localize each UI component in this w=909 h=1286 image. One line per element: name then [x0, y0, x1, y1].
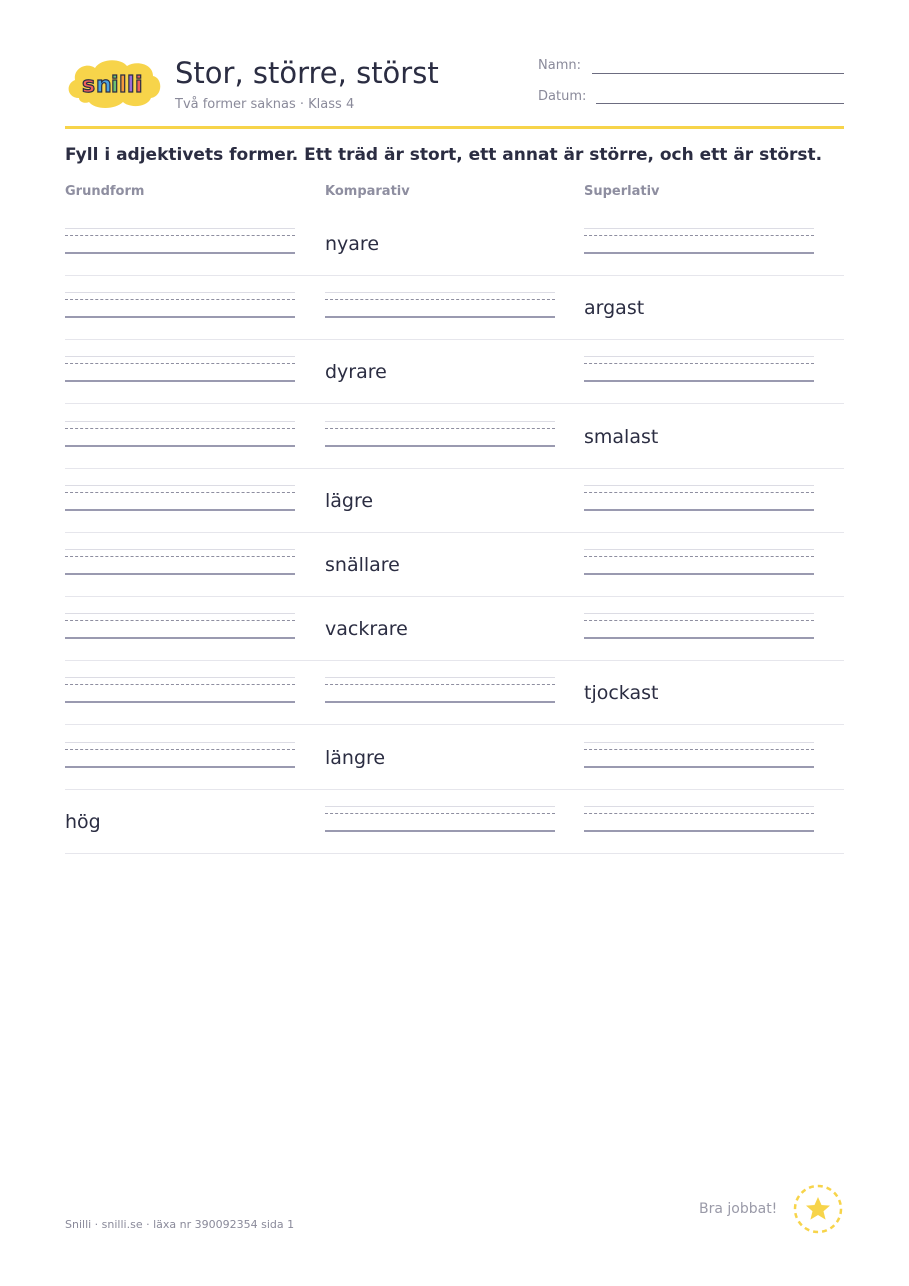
cell-komparativ [325, 596, 565, 660]
writing-guide-line [65, 356, 295, 357]
answer-blank[interactable] [65, 292, 295, 318]
writing-guide-line [584, 830, 814, 832]
writing-guide-line [325, 428, 555, 429]
writing-guide-line [584, 252, 814, 254]
cell-komparativ [325, 211, 565, 275]
writing-guide-line [325, 299, 555, 300]
writing-guide-line [325, 684, 555, 685]
writing-guide-line [65, 637, 295, 639]
answer-blank[interactable] [584, 549, 814, 575]
writing-guide-line [584, 363, 814, 364]
column-header-superlativ: Superlativ [584, 184, 660, 199]
footer-info: Snilli · snilli.se · läxa nr 390092354 sida 1 [65, 1218, 295, 1231]
cell-komparativ [325, 725, 565, 789]
answer-blank[interactable] [584, 228, 814, 254]
svg-text:n: n [96, 73, 112, 98]
cell-superlativ [584, 789, 824, 853]
writing-guide-line [325, 445, 555, 447]
answer-blank[interactable] [325, 806, 555, 832]
table-row [65, 725, 844, 790]
cell-grundform [65, 275, 305, 339]
writing-guide-line [65, 620, 295, 621]
given-word: vackrare [325, 618, 408, 641]
writing-guide-line [65, 556, 295, 557]
table-row [65, 468, 844, 533]
cell-superlativ [584, 532, 824, 596]
writing-guide-line [65, 573, 295, 575]
cell-superlativ [584, 339, 824, 403]
given-word: dyrare [325, 361, 387, 384]
answer-blank[interactable] [325, 421, 555, 447]
date-field[interactable] [596, 103, 844, 104]
given-word: smalast [584, 425, 659, 448]
cell-grundform [65, 596, 305, 660]
cell-grundform [65, 339, 305, 403]
answer-blank[interactable] [65, 549, 295, 575]
writing-guide-line [325, 292, 555, 293]
answer-blank[interactable] [584, 806, 814, 832]
star-icon [792, 1183, 844, 1235]
writing-guide-line [65, 235, 295, 236]
given-word: snällare [325, 554, 400, 576]
writing-guide-line [65, 549, 295, 550]
answer-blank[interactable] [584, 742, 814, 768]
cell-komparativ [325, 275, 565, 339]
answer-blank[interactable] [65, 228, 295, 254]
cell-grundform [65, 725, 305, 789]
writing-guide-line [65, 228, 295, 229]
writing-guide-line [584, 806, 814, 807]
page-title: Stor, större, störst [175, 56, 439, 90]
writing-guide-line [325, 677, 555, 678]
column-header-komparativ: Komparativ [325, 184, 410, 199]
writing-guide-line [65, 421, 295, 422]
writing-guide-line [325, 421, 555, 422]
writing-guide-line [65, 509, 295, 511]
writing-guide-line [584, 228, 814, 229]
svg-text:s: s [82, 73, 96, 98]
table-row [65, 339, 844, 404]
answer-blank[interactable] [65, 421, 295, 447]
cell-superlativ [584, 596, 824, 660]
table-row [65, 660, 844, 725]
writing-guide-line [584, 509, 814, 511]
cell-grundform [65, 211, 305, 275]
writing-guide-line [584, 637, 814, 639]
writing-guide-line [325, 701, 555, 703]
worksheet-header [65, 52, 844, 130]
writing-guide-line [584, 749, 814, 750]
writing-guide-line [65, 485, 295, 486]
writing-guide-line [584, 485, 814, 486]
footer-praise: Bra jobbat! [699, 1201, 778, 1217]
writing-guide-line [584, 235, 814, 236]
writing-guide-line [584, 766, 814, 768]
table-row [65, 596, 844, 661]
table-row [65, 532, 844, 597]
answer-blank[interactable] [65, 613, 295, 639]
answer-blank[interactable] [584, 485, 814, 511]
cell-superlativ [584, 725, 824, 789]
writing-guide-line [584, 613, 814, 614]
name-field[interactable] [592, 73, 844, 74]
cell-grundform [65, 468, 305, 532]
cell-komparativ [325, 339, 565, 403]
answer-blank[interactable] [65, 485, 295, 511]
header-divider [65, 126, 844, 129]
svg-text:i: i [135, 73, 143, 98]
given-word: argast [584, 297, 645, 320]
answer-blank[interactable] [325, 677, 555, 703]
writing-guide-line [65, 677, 295, 678]
writing-guide-line [65, 749, 295, 750]
cell-superlativ [584, 211, 824, 275]
date-label: Datum: [538, 89, 587, 104]
table-row [65, 275, 844, 340]
given-word: längre [325, 746, 386, 769]
answer-blank[interactable] [65, 356, 295, 382]
answer-blank[interactable] [325, 292, 555, 318]
writing-guide-line [65, 292, 295, 293]
writing-guide-line [325, 316, 555, 318]
writing-guide-line [65, 492, 295, 493]
writing-guide-line [584, 380, 814, 382]
answer-blank[interactable] [65, 677, 295, 703]
writing-guide-line [65, 299, 295, 300]
cell-komparativ [325, 789, 565, 853]
table-row [65, 211, 844, 276]
writing-guide-line [584, 549, 814, 550]
cell-komparativ [325, 404, 565, 468]
writing-guide-line [65, 380, 295, 382]
answer-blank[interactable] [65, 742, 295, 768]
cell-komparativ [325, 532, 565, 596]
writing-guide-line [325, 813, 555, 814]
writing-guide-line [584, 356, 814, 357]
writing-guide-line [325, 830, 555, 832]
svg-text:l: l [127, 73, 135, 98]
writing-guide-line [65, 613, 295, 614]
table-row [65, 404, 844, 469]
writing-guide-line [65, 363, 295, 364]
cell-superlativ [584, 404, 824, 468]
writing-guide-line [325, 806, 555, 807]
cell-grundform [65, 404, 305, 468]
writing-guide-line [584, 742, 814, 743]
writing-guide-line [65, 316, 295, 318]
page-subtitle: Två former saknas · Klass 4 [175, 97, 355, 112]
instruction-text: Fyll i adjektivets former. Ett träd är stort, ett annat är större, och ett är störst. [65, 145, 823, 165]
snilli-logo [65, 58, 163, 110]
cell-komparativ [325, 660, 565, 724]
answer-blank[interactable] [584, 613, 814, 639]
column-header-grundform: Grundform [65, 184, 145, 199]
cell-grundform [65, 660, 305, 724]
writing-guide-line [65, 766, 295, 768]
given-word: nyare [325, 233, 380, 255]
cell-grundform [65, 789, 305, 853]
cell-komparativ [325, 468, 565, 532]
writing-guide-line [65, 428, 295, 429]
given-word: hög [65, 810, 101, 833]
cell-grundform [65, 532, 305, 596]
cell-superlativ [584, 660, 824, 724]
writing-guide-line [65, 252, 295, 254]
cell-superlativ [584, 275, 824, 339]
writing-guide-line [584, 556, 814, 557]
writing-guide-line [584, 492, 814, 493]
writing-guide-line [65, 742, 295, 743]
writing-guide-line [584, 573, 814, 575]
writing-guide-line [584, 620, 814, 621]
svg-text:i: i [111, 73, 119, 98]
given-word: tjockast [584, 682, 659, 705]
writing-guide-line [65, 445, 295, 447]
writing-guide-line [65, 684, 295, 685]
answer-blank[interactable] [584, 356, 814, 382]
table-row [65, 789, 844, 854]
writing-guide-line [65, 701, 295, 703]
name-label: Namn: [538, 58, 581, 73]
cell-superlativ [584, 468, 824, 532]
writing-guide-line [584, 813, 814, 814]
given-word: lägre [325, 489, 374, 512]
svg-text:l: l [119, 73, 127, 98]
